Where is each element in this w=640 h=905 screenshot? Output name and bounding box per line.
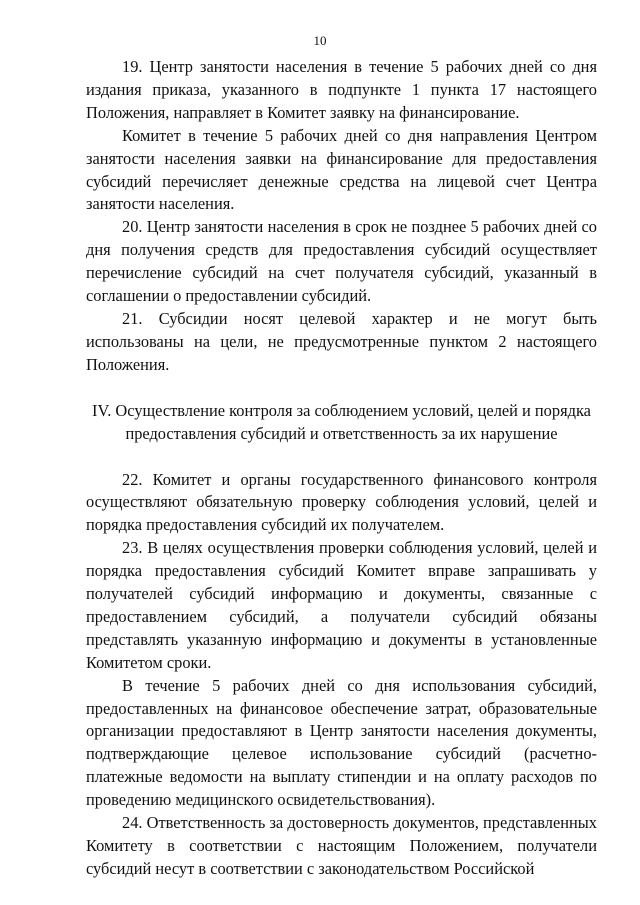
paragraph-21: 21. Субсидии носят целевой характер и не могут быть использованы на цели, не предусмотренные пунктом 2 настоящего Положения. xyxy=(86,308,597,374)
document-body xyxy=(86,56,597,881)
section-heading xyxy=(86,400,597,446)
section-heading-line-1: IV. Осуществление контроля за соблюдением условий, целей и порядка xyxy=(92,400,591,420)
paragraph-19: 19. Центр занятости населения в течение 5 рабочих дней со дня издания приказа, указанного в подпункте 1 пункта 17 настоящего Положения, направляет в Комитет заявку на финансирование. xyxy=(86,57,597,122)
page-number: 10 xyxy=(313,33,327,48)
section-heading-line-2: предоставления субсидий и ответственность за их нарушение xyxy=(125,423,558,443)
paragraph-19-continued: Комитет в течение 5 рабочих дней со дня направления Центром занятости населения заявки на финансирование для предоставления субсидий перечисляет денежные средства на лицевой счет Центра занятости населения. xyxy=(86,125,597,214)
paragraph-20: 20. Центр занятости населения в срок не позднее 5 рабочих дней со дня получения средств для предоставления субсидий осуществляет перечисление субсидий на счет получателя субсидий, указанный в соглашении о предоставлении субсидий. xyxy=(86,217,597,306)
paragraph-22: 22. Комитет и органы государственного финансового контроля осуществляют обязательную проверку соблюдения условий, целей и порядка предоставления субсидий их получателем. xyxy=(86,469,597,535)
paragraph-24: 24. Ответственность за достоверность документов, представленных Комитету в соответствии с настоящим Положением, получатели субсидий несут в соответствии с законодательством Российской xyxy=(86,813,597,878)
paragraph-23: 23. В целях осуществления проверки соблюдения условий, целей и порядка предоставления субсидий Комитет вправе запрашивать у получателей субсидий информацию и документы, связанные с предоставлением субсидий, а получатели субсидий обязаны представлять указанную информацию и документы в установленные Комитетом сроки. xyxy=(86,538,597,672)
paragraph-23-continued: В течение 5 рабочих дней со дня использования субсидий, предоставленных на финансовое обеспечение затрат, образовательные организации предоставляют в Центр занятости населения документы, подтверждающие целевое использование субсидий (расчетно-платежные ведомости на выплату стипендии и на оплату расходов по проведению медицинского освидетельствования). xyxy=(86,675,597,810)
